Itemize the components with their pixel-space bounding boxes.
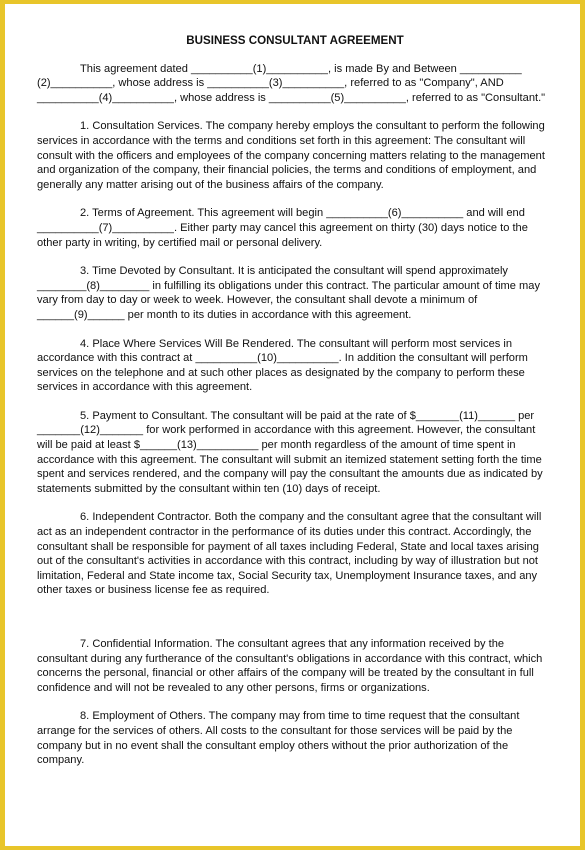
intro-text: This agreement dated __________(1)__________, is made By and Between __________ (2)__________, whose address is __________(3)__________, referred to as "Company", AND __________(4)__________, whose address is __________(5)__________, referred to as "Consultant." (37, 62, 546, 104)
document-body (37, 34, 553, 782)
section-text: 1. Consultation Services. The company hereby employs the consultant to perform the following services in accordance with the terms and conditions set forth in this agreement: The consultant will consult with the officers and employees of the company concerning matters relating to the management and organization of the company, their financial policies, the terms and conditions of employment, and generally any matter arising out of the business affairs of the company. (37, 120, 545, 191)
section-text: 3. Time Devoted by Consultant. It is anticipated the consultant will spend approximately ________(8)________ in fulfilling its obligations under this contract. The particular amount of time may vary from day to day or week to week. However, the consultant shall devote a minimum of ______(9)______ per month to its duties in accordance with this agreement. (37, 265, 541, 321)
section-employment-of-others (37, 709, 553, 767)
section-confidential-information (37, 637, 553, 695)
section-terms-of-agreement (37, 206, 553, 250)
document-title: BUSINESS CONSULTANT AGREEMENT (186, 34, 404, 47)
section-independent-contractor (37, 510, 553, 598)
section-text: 7. Confidential Information. The consultant agrees that any information received by the consultant during any furtherance of the consultant's obligations in accordance with this contract, which concerns the personal, financial or other affairs of the company will be treated by the consultant in full confidence and will not be revealed to any other persons, firms or organizations. (37, 638, 543, 694)
section-place-of-services (37, 337, 553, 395)
section-text: 4. Place Where Services Will Be Rendered. The consultant will perform most services in accordance with this contract at __________(10)__________. In addition the consultant will perform services on the telephone and at such other places as designated by the company to perform these services in accordance with this agreement. (37, 337, 528, 394)
section-text: 6. Independent Contractor. Both the company and the consultant agree that the consultant will act as an independent contractor in the performance of its duties under this contract. Accordingly, the consultant shall be responsible for payment of all taxes including Federal, State and local taxes arising out of the consultant's activities in accordance with this contract, including by way of illustration but not limitation, Federal and State income tax, Social Security tax, Unemployment Insurance taxes, and any other taxes or business license fee as required. (37, 511, 542, 597)
intro-paragraph (37, 62, 553, 106)
section-payment (37, 409, 553, 497)
section-time-devoted (37, 264, 553, 322)
section-text: 5. Payment to Consultant. The consultant will be paid at the rate of $_______(11)______ per _______(12)_______ for work performed in accordance with this agreement. However, the consultant will be paid at least $______(13)__________ per month regardless of the amount of time spent in accordance with this agreement. The consultant will submit an itemized statement setting forth the time spent and services rendered, and the company will pay the consultant the amounts due as indicated by statements submitted by the consultant within ten (10) days of receipt. (37, 409, 543, 495)
document-page (5, 4, 580, 846)
page-bottom-fade (5, 828, 580, 846)
spacer (37, 612, 553, 637)
section-text: 8. Employment of Others. The company may from time to time request that the consultant arrange for the services of others. All costs to the consultant for those services will be paid by the company but in no event shall the consultant employ others without the prior authorization of the company. (37, 710, 520, 767)
section-text: 2. Terms of Agreement. This agreement will begin __________(6)__________ and will end __________(7)__________. Either party may cancel this agreement on thirty (30) days notice to the other party in writing, by certified mail or personal delivery. (37, 207, 528, 249)
section-consultation-services (37, 119, 553, 192)
